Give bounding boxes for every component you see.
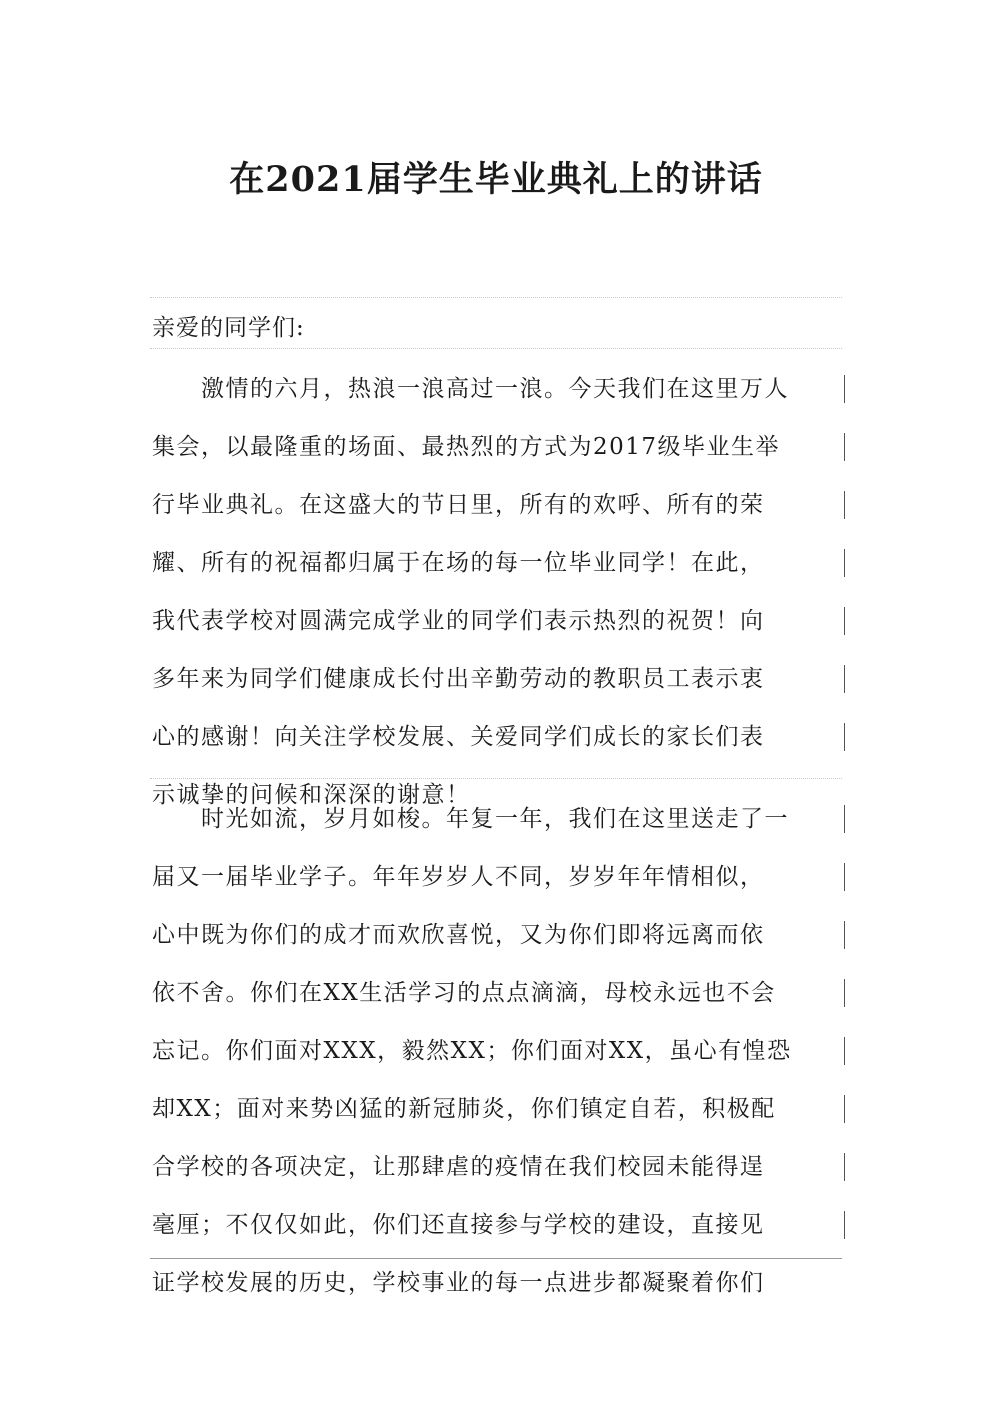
paragraph-line: 毫厘；不仅仅如此，你们还直接参与学校的建设，直接见	[152, 1212, 765, 1238]
paragraph-line: 时光如流，岁月如梭。年复一年，我们在这里送走了一	[152, 806, 789, 832]
paragraph-line: 集会，以最隆重的场面、最热烈的方式为2017级毕业生举	[152, 434, 781, 460]
margin-mark	[844, 805, 845, 833]
paragraph-line: 激情的六月，热浪一浪高过一浪。今天我们在这里万人	[152, 376, 789, 402]
paragraph-line: 却XX；面对来势凶猛的新冠肺炎，你们镇定自若，积极配	[152, 1096, 776, 1122]
margin-mark	[844, 921, 845, 949]
margin-mark	[844, 549, 845, 577]
paragraph-line: 多年来为同学们健康成长付出辛勤劳动的教职员工表示衷	[152, 666, 765, 692]
paragraph-line: 行毕业典礼。在这盛大的节日里，所有的欢呼、所有的荣	[152, 492, 765, 518]
margin-mark	[844, 491, 845, 519]
bottom-rule	[150, 1258, 842, 1259]
margin-mark	[844, 723, 845, 751]
margin-mark	[844, 665, 845, 693]
divider	[150, 348, 842, 349]
margin-mark	[844, 1095, 845, 1123]
margin-mark	[844, 863, 845, 891]
paragraph-2	[152, 790, 840, 1312]
paragraph-line: 忘记。你们面对XXX，毅然XX；你们面对XX，虽心有惶恐	[152, 1038, 792, 1064]
paragraph-line: 心的感谢！向关注学校发展、关爱同学们成长的家长们表	[152, 724, 765, 750]
margin-mark	[844, 979, 845, 1007]
paragraph-line: 我代表学校对圆满完成学业的同学们表示热烈的祝贺！向	[152, 608, 765, 634]
margin-mark	[844, 1211, 845, 1239]
paragraph-line: 合学校的各项决定，让那肆虐的疫情在我们校园未能得逞	[152, 1154, 765, 1180]
margin-mark	[844, 433, 845, 461]
paragraph-line: 证学校发展的历史，学校事业的每一点进步都凝聚着你们	[152, 1270, 765, 1296]
paragraph-line: 示诚挚的问候和深深的谢意！	[152, 782, 471, 808]
divider	[150, 778, 842, 779]
divider	[150, 297, 842, 298]
paragraph-1	[152, 360, 840, 824]
paragraph-line: 届又一届毕业学子。年年岁岁人不同，岁岁年年情相似，	[152, 864, 765, 890]
paragraph-line: 依不舍。你们在XX生活学习的点点滴滴，母校永远也不会	[152, 980, 776, 1006]
paragraph-line: 耀、所有的祝福都归属于在场的每一位毕业同学！在此，	[152, 550, 765, 576]
paragraph-line: 心中既为你们的成才而欢欣喜悦，又为你们即将远离而依	[152, 922, 765, 948]
margin-mark	[844, 607, 845, 635]
document-title: 在2021届学生毕业典礼上的讲话	[229, 159, 763, 200]
margin-mark	[844, 1153, 845, 1181]
salutation: 亲爱的同学们:	[152, 315, 305, 341]
margin-mark	[844, 375, 845, 403]
margin-mark	[844, 1037, 845, 1065]
